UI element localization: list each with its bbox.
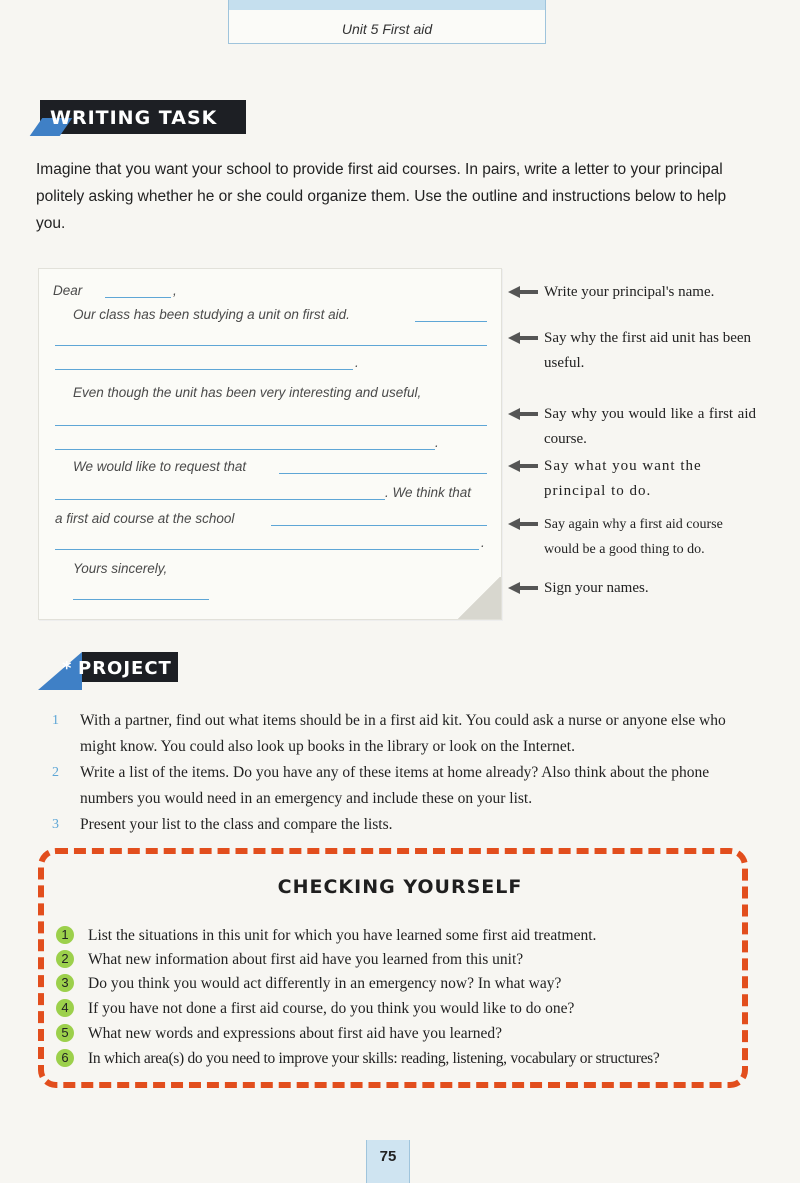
project-star: * <box>62 658 73 679</box>
number-badge: 4 <box>56 999 74 1017</box>
hint-text: Say why the first aid unit has been useful. <box>544 330 752 371</box>
header-decoration <box>229 0 545 10</box>
number-badge: 6 <box>56 1049 74 1067</box>
number-badge: 3 <box>56 974 74 992</box>
number-badge: 5 <box>56 1024 74 1042</box>
letter-line-5: a first aid course at the school <box>55 511 235 526</box>
hint-text: Write your principal's name. <box>544 284 715 300</box>
blank-line-3b[interactable] <box>55 499 385 500</box>
arrow-left-icon <box>508 408 538 420</box>
writing-task-banner <box>36 96 248 140</box>
writing-task-intro: Imagine that you want your school to provide first aid courses. In pairs, write a letter to your principal politely asking whether he or she could organize them. Use the outline and instructions below to help you. <box>36 161 727 232</box>
number-badge: 1 <box>56 926 74 944</box>
period-3: . <box>481 535 485 550</box>
hint-text: Sign your names. <box>544 580 649 596</box>
checking-yourself-title: CHECKING YOURSELF <box>277 876 523 898</box>
hint-text: Say again why a first aid course would be a good thing to do. <box>544 517 723 557</box>
blank-line-1[interactable] <box>415 321 487 322</box>
letter-line-2: Even though the unit has been very interesting and useful, <box>73 385 422 400</box>
blank-line-2b[interactable] <box>55 449 435 450</box>
arrow-left-icon <box>508 518 538 530</box>
writing-task-title: WRITING TASK <box>50 107 218 129</box>
unit-header <box>228 0 546 44</box>
arrow-left-icon <box>508 460 538 472</box>
arrow-left-icon <box>508 286 538 298</box>
letter-line-1: Our class has been studying a unit on first aid. <box>73 307 350 322</box>
page-number: 75 <box>366 1140 410 1183</box>
period-2: . <box>435 435 439 450</box>
salutation-comma: , <box>173 283 177 298</box>
letter-line-3: We would like to request that <box>73 459 247 474</box>
period-1: . <box>355 355 359 370</box>
blank-line-1b[interactable] <box>55 345 487 346</box>
blank-line-2[interactable] <box>55 425 487 426</box>
unit-title: Unit 5 First aid <box>341 21 433 37</box>
blank-line-5[interactable] <box>271 525 487 526</box>
arrow-left-icon <box>508 332 538 344</box>
project-banner <box>38 648 180 692</box>
blank-line-3[interactable] <box>279 473 487 474</box>
letter-closing: Yours sincerely, <box>73 561 168 576</box>
hint-text: Say why you would like a first aid course. <box>544 406 756 447</box>
project-title: PROJECT <box>78 658 172 679</box>
letter-salutation: Dear <box>53 283 83 298</box>
arrow-left-icon <box>508 582 538 594</box>
blank-line-1c[interactable] <box>55 369 353 370</box>
hint-text: Say what you want the principal to do. <box>544 458 702 499</box>
letter-outline <box>38 268 502 620</box>
letter-line-4: . We think that <box>385 485 472 500</box>
page-fold-decoration <box>457 577 501 619</box>
blank-line-5b[interactable] <box>55 549 479 550</box>
blank-principal-name[interactable] <box>105 297 171 298</box>
number-badge: 2 <box>56 950 74 968</box>
blank-signature[interactable] <box>73 599 209 600</box>
